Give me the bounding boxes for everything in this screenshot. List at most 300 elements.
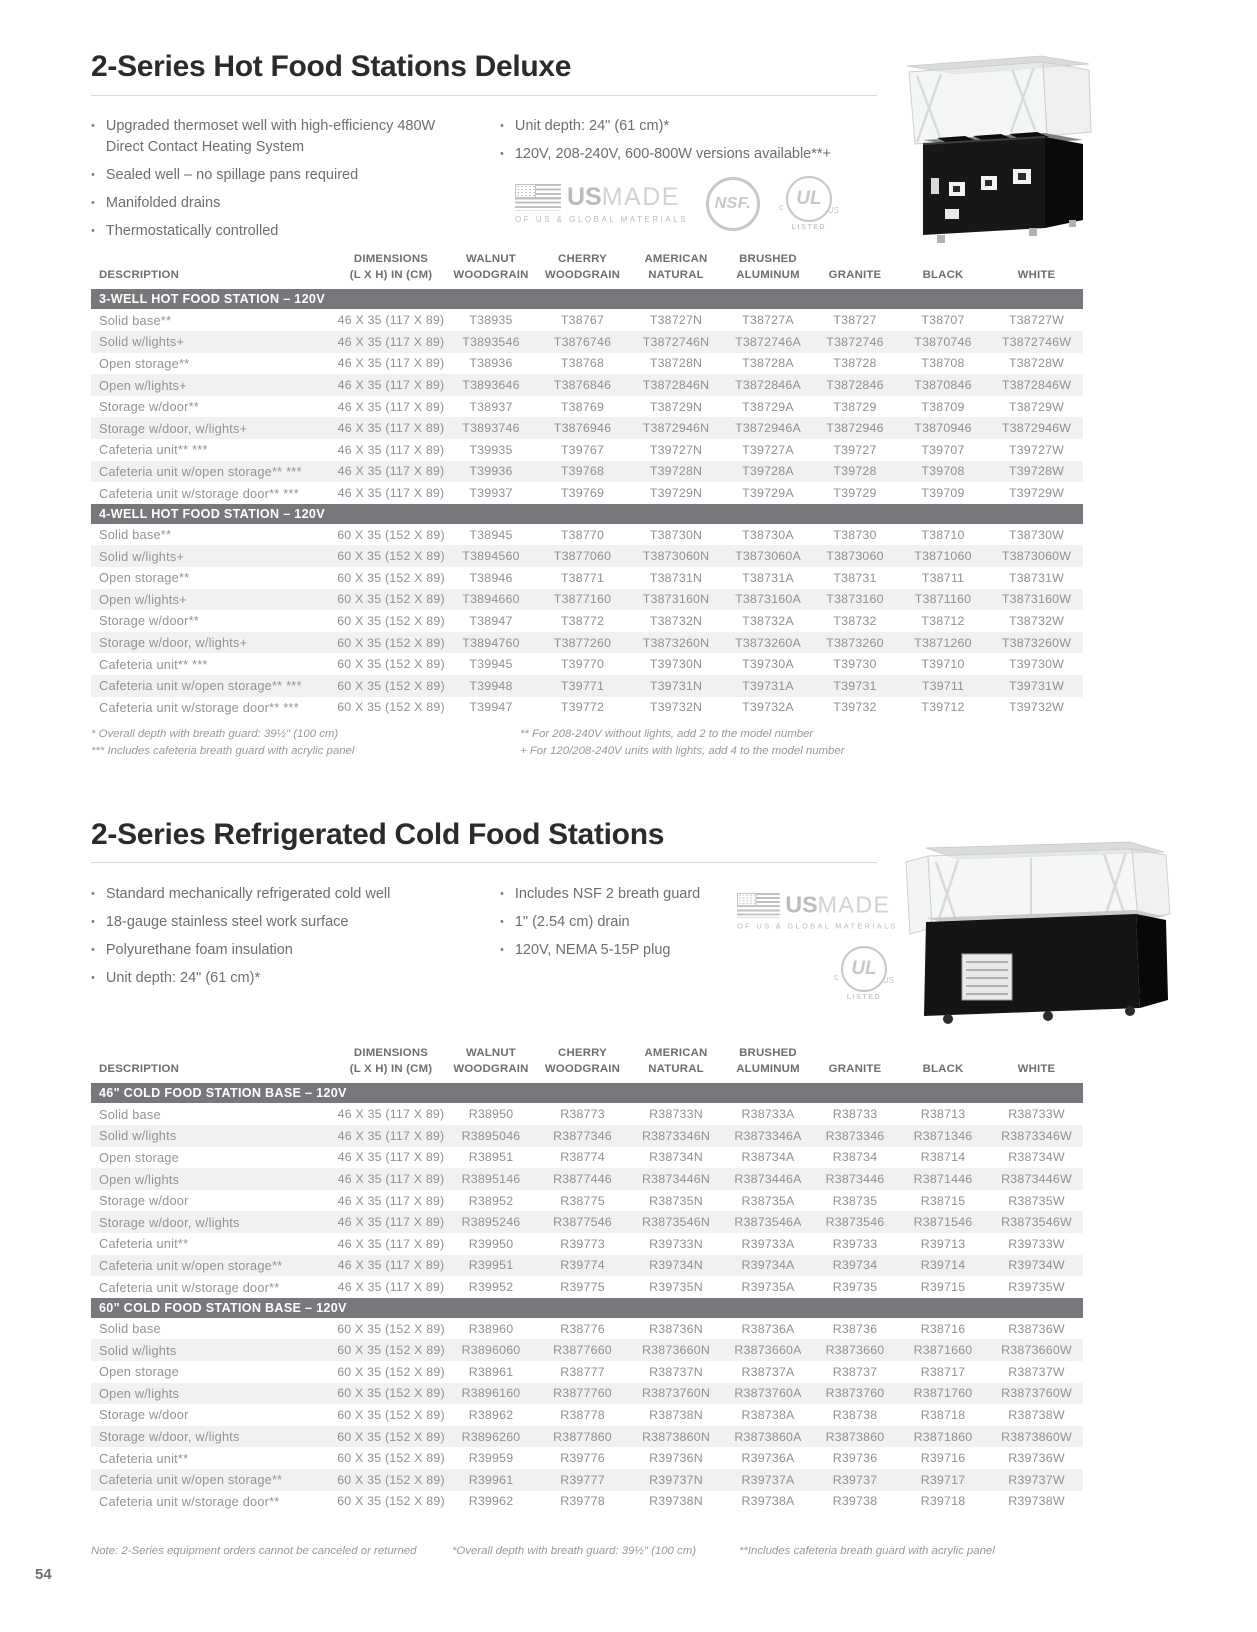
footnote-line: Note: 2-Series equipment orders cannot be canceled or returned	[91, 1545, 417, 1557]
model-number-cell: R38735N	[649, 1193, 703, 1208]
model-number-cell: 46 X 35 (117 X 89)	[337, 313, 445, 328]
model-number-cell: T3871160	[896, 589, 990, 611]
description-cell: Cafeteria unit w/open storage**	[91, 1469, 335, 1491]
ul-listed-label: LISTED	[846, 994, 882, 1001]
model-number-cell: T3872846	[814, 374, 896, 396]
bullet-icon: •	[91, 972, 95, 984]
model-number-cell: T39712	[921, 700, 965, 715]
footnote-line	[520, 726, 940, 743]
model-number-cell: T39729	[833, 486, 877, 501]
table-row	[91, 1339, 1083, 1361]
model-number-cell: R39777	[535, 1469, 630, 1491]
model-number-cell: R38736A	[741, 1321, 795, 1336]
us-made-light: MADE	[601, 183, 680, 211]
model-number-cell: R3873346	[814, 1125, 896, 1147]
table-row	[91, 482, 1083, 504]
model-number-cell: R38735W	[1008, 1193, 1065, 1208]
model-number-cell: 46 X 35 (117 X 89)	[335, 1168, 447, 1190]
model-number-cell: T38769	[560, 399, 605, 414]
cold-spec-list	[500, 884, 740, 968]
model-number-cell: T3873060	[814, 545, 896, 567]
footnote-line	[520, 743, 940, 760]
description-cell: Cafeteria unit w/open storage** ***	[91, 675, 335, 697]
model-number-cell: T3870746	[896, 331, 990, 353]
feature-bullet	[91, 193, 436, 214]
column-header: GRANITE	[828, 1062, 882, 1075]
model-number-cell: R39718	[920, 1494, 966, 1509]
spec-bullet	[500, 912, 740, 933]
model-number-cell: R38733	[832, 1107, 878, 1122]
model-number-cell: 60 X 35 (152 X 89)	[337, 613, 445, 628]
model-number-cell: R3871660	[896, 1339, 990, 1361]
spec-bullet-text: 120V, 208-240V, 600-800W versions available**+	[514, 146, 831, 162]
model-number-cell: R3871346	[896, 1125, 990, 1147]
model-number-cell: R39959	[468, 1451, 514, 1466]
table-section-header	[91, 1298, 1083, 1318]
model-number-cell: R3873760W	[990, 1383, 1083, 1405]
spec-bullet-text: Unit depth: 24" (61 cm)*	[514, 118, 670, 134]
table-section-header-label: 4-WELL HOT FOOD STATION – 120V	[91, 504, 1083, 524]
spec-bullet-text: 1" (2.54 cm) drain	[514, 914, 630, 930]
feature-bullet	[91, 884, 461, 905]
table-row	[91, 675, 1083, 697]
model-number-cell: R38773	[560, 1107, 605, 1122]
model-number-cell: T3873160	[814, 589, 896, 611]
model-number-cell: R38737A	[741, 1364, 795, 1379]
feature-bullet	[91, 940, 461, 961]
model-number-cell: T38708	[921, 356, 965, 371]
table-section-header-label: 3-WELL HOT FOOD STATION – 120V	[91, 289, 1083, 309]
model-number-cell: T39732	[833, 700, 877, 715]
table-row	[91, 309, 1083, 331]
footnote-line-text: + For 120/208-240V units with lights, add 4 to the model number	[520, 745, 845, 757]
description-cell: Storage w/door, w/lights	[91, 1426, 335, 1448]
model-number-cell: R38718	[920, 1407, 966, 1422]
model-number-cell: T38731A	[742, 570, 794, 585]
description-cell: Storage w/door, w/lights	[91, 1211, 335, 1233]
ul-us-mark: US	[827, 206, 839, 215]
model-number-cell: T39727W	[1008, 442, 1065, 457]
model-number-cell: R38735	[832, 1193, 878, 1208]
model-number-cell: R3877760	[535, 1383, 630, 1405]
hot-section-title: 2-Series Hot Food Stations Deluxe	[91, 50, 572, 83]
model-number-cell: T38731W	[1008, 570, 1065, 585]
table-row	[91, 417, 1083, 439]
us-made-bold: US	[567, 183, 602, 211]
footnote-line-text: *** Includes cafeteria breath guard with acrylic panel	[91, 745, 355, 757]
description-cell: Solid base**	[99, 527, 172, 543]
description-cell: Storage w/door**	[99, 613, 199, 629]
model-number-cell: R38733N	[649, 1107, 703, 1122]
table-section-header	[91, 1083, 1083, 1103]
us-made-logo	[515, 183, 688, 224]
model-number-cell: T38770	[560, 527, 605, 542]
bullet-icon: •	[500, 916, 504, 928]
table-row	[91, 461, 1083, 483]
description-cell: Open storage**	[99, 570, 190, 586]
model-number-cell: T39707	[921, 442, 965, 457]
model-number-cell: 46 X 35 (117 X 89)	[337, 1150, 445, 1165]
model-number-cell: R3873860N	[630, 1426, 722, 1448]
model-number-cell: 46 X 35 (117 X 89)	[337, 1107, 445, 1122]
description-cell: Cafeteria unit w/open storage**	[91, 1255, 335, 1277]
model-number-cell: R3896260	[447, 1426, 535, 1448]
model-number-cell: T39729N	[649, 486, 703, 501]
model-number-cell: R38736N	[649, 1321, 703, 1336]
model-number-cell: R38737W	[1008, 1364, 1065, 1379]
model-number-cell: 60 X 35 (152 X 89)	[337, 1364, 445, 1379]
model-number-cell: T39728W	[990, 461, 1083, 483]
description-cell: Solid base**	[99, 312, 172, 328]
feature-bullet-text: Thermostatically controlled	[105, 223, 279, 239]
model-number-cell: R39738W	[1008, 1494, 1065, 1509]
model-number-cell: R39950	[468, 1236, 514, 1251]
model-number-cell: T38947	[469, 613, 513, 628]
model-number-cell: 60 X 35 (152 X 89)	[335, 1339, 447, 1361]
model-number-cell: R3873446A	[722, 1168, 814, 1190]
model-number-cell: R38737N	[649, 1364, 703, 1379]
model-number-cell: T39730N	[649, 657, 703, 672]
model-number-cell: R39735N	[649, 1280, 703, 1295]
model-number-cell: R38713	[920, 1107, 966, 1122]
footnote-line-text: ** For 208-240V without lights, add 2 to the model number	[520, 728, 814, 740]
model-number-cell: R3871860	[896, 1426, 990, 1448]
table-row	[91, 1168, 1083, 1190]
model-number-cell: R39735A	[741, 1280, 795, 1295]
table-row	[91, 1318, 1083, 1340]
footnote-line-text: * Overall depth with breath guard: 39½" (100 cm)	[91, 728, 339, 740]
us-made-subtitle: OF US & GLOBAL MATERIALS	[515, 215, 688, 224]
table-row	[91, 1233, 1083, 1255]
description-cell: Cafeteria unit w/storage door**	[99, 1493, 280, 1509]
model-number-cell: R39737N	[630, 1469, 722, 1491]
column-header: GRANITE	[828, 268, 882, 281]
description-cell: Storage w/door	[99, 1193, 189, 1209]
spec-bullet	[500, 940, 740, 961]
model-number-cell: T38732	[833, 613, 877, 628]
model-number-cell: T39730W	[1008, 657, 1065, 672]
model-number-cell: R39774	[535, 1255, 630, 1277]
model-number-cell: 60 X 35 (152 X 89)	[335, 545, 447, 567]
model-number-cell: T38727W	[1008, 313, 1065, 328]
cold-section-title: 2-Series Refrigerated Cold Food Stations	[91, 818, 665, 851]
model-number-cell: R38737	[832, 1364, 878, 1379]
model-number-cell: R38716	[920, 1321, 966, 1336]
table-row	[91, 1255, 1083, 1277]
model-number-cell: R39734	[814, 1255, 896, 1277]
model-number-cell: T38729N	[649, 399, 703, 414]
model-number-cell: R3877860	[535, 1426, 630, 1448]
model-number-cell: R3873446N	[630, 1168, 722, 1190]
model-number-cell: R38734A	[741, 1150, 795, 1165]
model-number-cell: R3871760	[896, 1383, 990, 1405]
model-number-cell: T38731	[833, 570, 877, 585]
model-number-cell: T3894660	[447, 589, 535, 611]
model-number-cell: T39728N	[630, 461, 722, 483]
model-number-cell: R39733	[832, 1236, 878, 1251]
table-row	[91, 1469, 1083, 1491]
model-number-cell: T3873260N	[630, 632, 722, 654]
us-made-light: MADE	[817, 892, 891, 919]
hot-spec-list	[500, 116, 895, 172]
model-number-cell: R38738	[832, 1407, 878, 1422]
cold-food-station-photo	[898, 822, 1198, 1027]
table-row	[91, 1491, 1083, 1513]
model-number-cell: T39708	[896, 461, 990, 483]
model-number-cell: 46 X 35 (117 X 89)	[337, 486, 445, 501]
spec-bullet-text: Includes NSF 2 breath guard	[514, 886, 701, 902]
description-cell: Open w/lights	[91, 1383, 335, 1405]
model-number-cell: T3871060	[896, 545, 990, 567]
model-number-cell: 60 X 35 (152 X 89)	[337, 1407, 445, 1422]
model-number-cell: R3873660A	[722, 1339, 814, 1361]
feature-bullet	[91, 221, 436, 242]
ul-c-mark: c	[834, 972, 839, 982]
model-number-cell: R39716	[920, 1451, 966, 1466]
model-number-cell: T39936	[447, 461, 535, 483]
bullet-icon: •	[91, 120, 95, 132]
model-number-cell: T38728	[833, 356, 877, 371]
column-header: BRUSHED ALUMINUM	[736, 253, 800, 281]
hot-food-station-photo	[893, 36, 1093, 248]
column-header: DIMENSIONS (L X H) IN (CM)	[349, 253, 433, 281]
description-cell: Storage w/door, w/lights+	[91, 632, 335, 654]
model-number-cell: R3877660	[535, 1339, 630, 1361]
footnote-line	[91, 726, 511, 743]
model-number-cell: T38732N	[649, 613, 703, 628]
table-row	[91, 653, 1083, 675]
model-number-cell: R3873546	[814, 1211, 896, 1233]
model-number-cell: R38738N	[649, 1407, 703, 1422]
table-row	[91, 439, 1083, 461]
model-number-cell: R3873860A	[722, 1426, 814, 1448]
description-cell: Solid base	[99, 1321, 161, 1337]
model-number-cell: T3873160N	[630, 589, 722, 611]
model-number-cell: R39736	[832, 1451, 878, 1466]
model-number-cell: R3873860W	[990, 1426, 1083, 1448]
feature-bullet	[91, 912, 461, 933]
table-row	[91, 1447, 1083, 1469]
model-number-cell: 46 X 35 (117 X 89)	[335, 1255, 447, 1277]
model-number-cell: T38937	[469, 399, 513, 414]
table-row	[91, 524, 1083, 546]
table-row	[91, 545, 1083, 567]
model-number-cell: T39945	[469, 657, 513, 672]
spec-bullet	[500, 144, 895, 165]
model-number-cell: T39727A	[742, 442, 794, 457]
column-header: BRUSHED ALUMINUM	[736, 1047, 800, 1075]
description-cell: Cafeteria unit w/storage door** ***	[99, 485, 299, 501]
description-cell: Cafeteria unit** ***	[99, 656, 208, 672]
description-cell: Open storage**	[99, 355, 190, 371]
column-header: AMERICAN NATURAL	[644, 253, 708, 281]
model-number-cell: T3872746	[814, 331, 896, 353]
model-number-cell: T39728	[814, 461, 896, 483]
model-number-cell: R39738	[832, 1494, 878, 1509]
model-number-cell: T3872746A	[722, 331, 814, 353]
divider	[91, 862, 877, 863]
model-number-cell: T38731N	[649, 570, 703, 585]
model-number-cell: T38727A	[742, 313, 794, 328]
model-number-cell: T39728A	[722, 461, 814, 483]
model-number-cell: T38730N	[649, 527, 703, 542]
model-number-cell: T38728A	[742, 356, 794, 371]
model-number-cell: 46 X 35 (117 X 89)	[335, 1125, 447, 1147]
table-row	[91, 1211, 1083, 1233]
model-number-cell: 46 X 35 (117 X 89)	[337, 1193, 445, 1208]
model-number-cell: R3873760	[814, 1383, 896, 1405]
model-number-cell: R38734W	[1008, 1150, 1065, 1165]
model-number-cell: R39737	[814, 1469, 896, 1491]
model-number-cell: T3877260	[535, 632, 630, 654]
model-number-cell: T39732A	[742, 700, 794, 715]
feature-bullet-text: 18-gauge stainless steel work surface	[105, 914, 349, 930]
model-number-cell: T38732W	[1008, 613, 1065, 628]
column-header: DESCRIPTION	[99, 268, 180, 281]
model-number-cell: R39738N	[649, 1494, 703, 1509]
model-number-cell: 46 X 35 (117 X 89)	[337, 356, 445, 371]
table-row	[91, 1383, 1083, 1405]
model-number-cell: 60 X 35 (152 X 89)	[335, 675, 447, 697]
description-cell: Open storage	[99, 1364, 179, 1380]
model-number-cell: T39729W	[1008, 486, 1065, 501]
table-row	[91, 1103, 1083, 1125]
column-header: WHITE	[1017, 1062, 1056, 1075]
model-number-cell: R3873660W	[990, 1339, 1083, 1361]
model-number-cell: T3872946A	[722, 417, 814, 439]
table-row	[91, 1190, 1083, 1212]
description-cell: Solid w/lights+	[91, 545, 335, 567]
model-number-cell: T3894760	[447, 632, 535, 654]
bullet-icon: •	[91, 225, 95, 237]
feature-bullet	[91, 968, 461, 989]
model-number-cell: T39727N	[649, 442, 703, 457]
model-number-cell: R38733A	[741, 1107, 795, 1122]
ul-monogram: UL	[796, 188, 822, 209]
model-number-cell: T3877060	[535, 545, 630, 567]
model-number-cell: R39733W	[1008, 1236, 1065, 1251]
model-number-cell: R3895046	[447, 1125, 535, 1147]
column-header-row	[91, 252, 1083, 289]
model-number-cell: T39767	[560, 442, 605, 457]
model-number-cell: 46 X 35 (117 X 89)	[335, 374, 447, 396]
spec-bullet-text: 120V, NEMA 5-15P plug	[514, 942, 671, 958]
description-cell: Solid w/lights	[91, 1339, 335, 1361]
model-number-cell: 46 X 35 (117 X 89)	[335, 417, 447, 439]
model-number-cell: T39732W	[1008, 700, 1065, 715]
model-number-cell: R3873546W	[990, 1211, 1083, 1233]
model-number-cell: T39768	[535, 461, 630, 483]
footnote-line	[91, 743, 511, 760]
model-number-cell: R38715	[920, 1193, 966, 1208]
model-number-cell: R38962	[468, 1407, 514, 1422]
model-number-cell: T3872846N	[630, 374, 722, 396]
model-number-cell: R3873346N	[630, 1125, 722, 1147]
model-number-cell: T39731	[814, 675, 896, 697]
model-number-cell: T38935	[469, 313, 513, 328]
table-row	[91, 632, 1083, 654]
description-cell: Cafeteria unit w/storage door**	[99, 1279, 280, 1295]
bullet-icon: •	[500, 888, 504, 900]
model-number-cell: R39737W	[990, 1469, 1083, 1491]
nsf-logo	[706, 177, 760, 231]
model-number-cell: T39772	[560, 700, 605, 715]
model-number-cell: 46 X 35 (117 X 89)	[337, 442, 445, 457]
model-number-cell: 60 X 35 (152 X 89)	[335, 1469, 447, 1491]
model-number-cell: T38728W	[1008, 356, 1065, 371]
table-row	[91, 1125, 1083, 1147]
table-row	[91, 1147, 1083, 1169]
model-number-cell: T3871260	[896, 632, 990, 654]
ul-c-mark: c	[778, 202, 784, 212]
feature-bullet-text: Manifolded drains	[105, 195, 221, 211]
model-number-cell: R39778	[560, 1494, 605, 1509]
model-number-cell: T38730W	[1008, 527, 1065, 542]
model-number-cell: T3894560	[447, 545, 535, 567]
model-number-cell: 46 X 35 (117 X 89)	[335, 331, 447, 353]
model-number-cell: R38738W	[1008, 1407, 1065, 1422]
column-header: DIMENSIONS (L X H) IN (CM)	[349, 1047, 433, 1075]
cold-feature-list	[91, 884, 461, 996]
model-number-cell: T3872846W	[990, 374, 1083, 396]
us-flag-icon	[737, 893, 780, 918]
model-number-cell: T38709	[921, 399, 965, 414]
bullet-icon: •	[91, 944, 95, 956]
footnote-line: *Overall depth with breath guard: 39½" (100 cm)	[452, 1545, 697, 1557]
model-number-cell: T39709	[921, 486, 965, 501]
feature-bullet-text: Sealed well – no spillage pans required	[105, 167, 359, 183]
table-row	[91, 567, 1083, 589]
table-row	[91, 610, 1083, 632]
model-number-cell: R3873446W	[990, 1168, 1083, 1190]
table-row	[91, 697, 1083, 719]
model-number-cell: R3873660N	[630, 1339, 722, 1361]
description-cell: Storage w/door, w/lights+	[91, 417, 335, 439]
model-number-cell: T3872946	[814, 417, 896, 439]
description-cell: Open w/lights+	[91, 589, 335, 611]
model-number-cell: R3873546A	[722, 1211, 814, 1233]
model-number-cell: T38772	[560, 613, 605, 628]
table-row	[91, 374, 1083, 396]
model-number-cell: R39775	[560, 1280, 605, 1295]
description-cell: Open w/lights+	[91, 374, 335, 396]
model-number-cell: T3872846A	[722, 374, 814, 396]
model-number-cell: R3873346W	[990, 1125, 1083, 1147]
table-row	[91, 589, 1083, 611]
table-section-header	[91, 504, 1083, 524]
column-header: CHERRY WOODGRAIN	[544, 253, 621, 281]
us-made-bold: US	[785, 892, 818, 919]
model-number-cell: R3871446	[896, 1168, 990, 1190]
model-number-cell: 60 X 35 (152 X 89)	[337, 570, 445, 585]
model-number-cell: R38775	[560, 1193, 605, 1208]
model-number-cell: R39717	[896, 1469, 990, 1491]
model-number-cell: T38946	[469, 570, 513, 585]
model-number-cell: R39735W	[1008, 1280, 1065, 1295]
model-number-cell: R38734	[832, 1150, 878, 1165]
column-header: WALNUT WOODGRAIN	[453, 253, 529, 281]
model-number-cell: 60 X 35 (152 X 89)	[335, 589, 447, 611]
description-cell: Cafeteria unit**	[99, 1450, 189, 1466]
model-number-cell: R39713	[920, 1236, 966, 1251]
model-number-cell: T38729W	[1008, 399, 1065, 414]
hot-footnotes-left	[91, 726, 511, 760]
model-number-cell: T3873060W	[990, 545, 1083, 567]
model-number-cell: R39951	[447, 1255, 535, 1277]
feature-bullet	[91, 165, 436, 186]
model-number-cell: R38736W	[1008, 1321, 1065, 1336]
model-number-cell: R39737A	[722, 1469, 814, 1491]
